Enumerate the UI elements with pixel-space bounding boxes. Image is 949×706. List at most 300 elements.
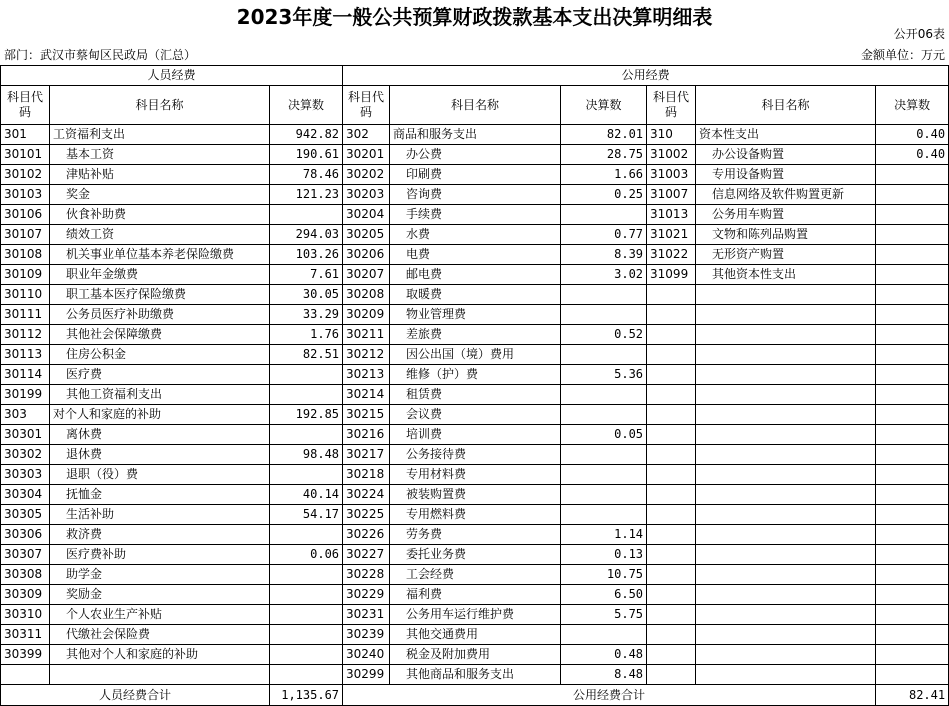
header-name: 科目名称 <box>696 86 876 125</box>
expenditure-table <box>0 65 949 706</box>
personnel-amount-cell: 0.06 <box>270 545 343 565</box>
public-name-cell: 因公出国（境）费用 <box>390 345 561 365</box>
public-code-cell: 30231 <box>343 605 390 625</box>
table-row <box>1 225 949 245</box>
section-public: 公用经费 <box>343 66 949 86</box>
personnel-code-cell: 30311 <box>1 625 50 645</box>
personnel-code-cell: 30310 <box>1 605 50 625</box>
personnel-code-cell: 30399 <box>1 645 50 665</box>
public-code-cell: 302 <box>343 125 390 145</box>
capital-name-cell: 资本性支出 <box>696 125 876 145</box>
personnel-amount-cell: 103.26 <box>270 245 343 265</box>
department-label: 部门：武汉市蔡甸区民政局（汇总） <box>4 48 197 62</box>
header-code: 科目代码 <box>343 86 390 125</box>
personnel-code-cell: 30199 <box>1 385 50 405</box>
public-code-cell: 30224 <box>343 485 390 505</box>
table-row <box>1 365 949 385</box>
personnel-name-cell: 职业年金缴费 <box>50 265 270 285</box>
personnel-amount-cell: 1.76 <box>270 325 343 345</box>
personnel-code-cell: 30112 <box>1 325 50 345</box>
public-name-cell: 被装购置费 <box>390 485 561 505</box>
capital-code-cell <box>647 625 696 645</box>
table-row <box>1 645 949 665</box>
personnel-amount-cell: 190.61 <box>270 145 343 165</box>
personnel-amount-cell: 78.46 <box>270 165 343 185</box>
capital-code-cell: 31013 <box>647 205 696 225</box>
capital-name-cell <box>696 445 876 465</box>
capital-name-cell <box>696 405 876 425</box>
personnel-amount-cell: 942.82 <box>270 125 343 145</box>
public-name-cell: 水费 <box>390 225 561 245</box>
capital-code-cell <box>647 465 696 485</box>
personnel-amount-cell <box>270 205 343 225</box>
public-code-cell: 30207 <box>343 265 390 285</box>
personnel-code-cell: 30303 <box>1 465 50 485</box>
public-code-cell: 30225 <box>343 505 390 525</box>
capital-amount-cell <box>876 245 949 265</box>
capital-name-cell <box>696 565 876 585</box>
personnel-amount-cell <box>270 585 343 605</box>
personnel-name-cell: 基本工资 <box>50 145 270 165</box>
table-row <box>1 145 949 165</box>
public-code-cell: 30212 <box>343 345 390 365</box>
capital-code-cell: 31003 <box>647 165 696 185</box>
header-amount: 决算数 <box>270 86 343 125</box>
public-code-cell: 30229 <box>343 585 390 605</box>
capital-code-cell <box>647 505 696 525</box>
header-name: 科目名称 <box>50 86 270 125</box>
capital-name-cell <box>696 625 876 645</box>
public-name-cell: 劳务费 <box>390 525 561 545</box>
table-row <box>1 485 949 505</box>
public-total-amount: 82.41 <box>876 685 949 706</box>
capital-amount-cell <box>876 305 949 325</box>
personnel-amount-cell <box>270 625 343 645</box>
public-amount-cell: 28.75 <box>561 145 647 165</box>
personnel-amount-cell <box>270 425 343 445</box>
capital-code-cell: 310 <box>647 125 696 145</box>
capital-name-cell <box>696 345 876 365</box>
header-code: 科目代码 <box>647 86 696 125</box>
personnel-code-cell: 30309 <box>1 585 50 605</box>
personnel-amount-cell: 40.14 <box>270 485 343 505</box>
personnel-code-cell <box>1 665 50 685</box>
table-row <box>1 585 949 605</box>
personnel-amount-cell: 294.03 <box>270 225 343 245</box>
personnel-amount-cell: 30.05 <box>270 285 343 305</box>
capital-amount-cell <box>876 325 949 345</box>
personnel-name-cell: 医疗费补助 <box>50 545 270 565</box>
personnel-code-cell: 30113 <box>1 345 50 365</box>
personnel-name-cell: 助学金 <box>50 565 270 585</box>
public-code-cell: 30211 <box>343 325 390 345</box>
table-row <box>1 385 949 405</box>
public-name-cell: 其他交通费用 <box>390 625 561 645</box>
capital-code-cell <box>647 425 696 445</box>
public-code-cell: 30226 <box>343 525 390 545</box>
public-total-label: 公用经费合计 <box>343 685 876 706</box>
capital-code-cell <box>647 385 696 405</box>
capital-amount-cell: 0.40 <box>876 125 949 145</box>
capital-code-cell <box>647 365 696 385</box>
personnel-name-cell: 对个人和家庭的补助 <box>50 405 270 425</box>
public-name-cell: 专用材料费 <box>390 465 561 485</box>
capital-name-cell <box>696 385 876 405</box>
public-name-cell: 委托业务费 <box>390 545 561 565</box>
unit-label: 金额单位：万元 <box>860 48 945 62</box>
public-code-cell: 30217 <box>343 445 390 465</box>
capital-code-cell: 31022 <box>647 245 696 265</box>
public-amount-cell <box>561 405 647 425</box>
personnel-name-cell: 个人农业生产补贴 <box>50 605 270 625</box>
capital-code-cell <box>647 665 696 685</box>
personnel-name-cell: 其他对个人和家庭的补助 <box>50 645 270 665</box>
personnel-name-cell: 住房公积金 <box>50 345 270 365</box>
header-name: 科目名称 <box>390 86 561 125</box>
header-code: 科目代码 <box>1 86 50 125</box>
personnel-code-cell: 30106 <box>1 205 50 225</box>
public-amount-cell: 8.39 <box>561 245 647 265</box>
public-amount-cell: 82.01 <box>561 125 647 145</box>
public-amount-cell: 0.77 <box>561 225 647 245</box>
capital-code-cell: 31021 <box>647 225 696 245</box>
personnel-amount-cell <box>270 565 343 585</box>
public-amount-cell <box>561 505 647 525</box>
personnel-code-cell: 30306 <box>1 525 50 545</box>
capital-amount-cell <box>876 465 949 485</box>
personnel-code-cell: 30102 <box>1 165 50 185</box>
personnel-amount-cell <box>270 385 343 405</box>
personnel-code-cell: 30108 <box>1 245 50 265</box>
public-amount-cell: 1.66 <box>561 165 647 185</box>
table-row <box>1 425 949 445</box>
capital-name-cell <box>696 505 876 525</box>
capital-amount-cell <box>876 425 949 445</box>
public-code-cell: 30208 <box>343 285 390 305</box>
capital-name-cell <box>696 465 876 485</box>
public-name-cell: 工会经费 <box>390 565 561 585</box>
personnel-name-cell: 救济费 <box>50 525 270 545</box>
personnel-total-amount: 1,135.67 <box>270 685 343 706</box>
public-code-cell: 30215 <box>343 405 390 425</box>
capital-code-cell <box>647 525 696 545</box>
public-name-cell: 专用燃料费 <box>390 505 561 525</box>
table-row <box>1 505 949 525</box>
personnel-amount-cell: 7.61 <box>270 265 343 285</box>
personnel-code-cell: 30101 <box>1 145 50 165</box>
table-row <box>1 125 949 145</box>
capital-amount-cell <box>876 645 949 665</box>
personnel-name-cell: 伙食补助费 <box>50 205 270 225</box>
capital-amount-cell <box>876 405 949 425</box>
capital-amount-cell <box>876 265 949 285</box>
public-name-cell: 福利费 <box>390 585 561 605</box>
public-amount-cell <box>561 385 647 405</box>
capital-amount-cell <box>876 565 949 585</box>
capital-amount-cell <box>876 505 949 525</box>
public-name-cell: 公务用车运行维护费 <box>390 605 561 625</box>
capital-name-cell <box>696 605 876 625</box>
public-code-cell: 30299 <box>343 665 390 685</box>
capital-code-cell <box>647 485 696 505</box>
public-amount-cell: 0.48 <box>561 645 647 665</box>
capital-name-cell: 信息网络及软件购置更新 <box>696 185 876 205</box>
public-name-cell: 会议费 <box>390 405 561 425</box>
capital-name-cell: 办公设备购置 <box>696 145 876 165</box>
personnel-amount-cell <box>270 365 343 385</box>
capital-code-cell <box>647 325 696 345</box>
personnel-name-cell: 抚恤金 <box>50 485 270 505</box>
capital-name-cell <box>696 285 876 305</box>
capital-code-cell <box>647 645 696 665</box>
public-code-cell: 30203 <box>343 185 390 205</box>
capital-amount-cell <box>876 285 949 305</box>
capital-amount-cell <box>876 205 949 225</box>
personnel-name-cell: 医疗费 <box>50 365 270 385</box>
capital-amount-cell <box>876 525 949 545</box>
table-row <box>1 325 949 345</box>
capital-name-cell <box>696 365 876 385</box>
public-amount-cell <box>561 285 647 305</box>
public-amount-cell: 1.14 <box>561 525 647 545</box>
personnel-name-cell: 津贴补贴 <box>50 165 270 185</box>
form-number: 公开06表 <box>893 27 945 41</box>
capital-name-cell <box>696 585 876 605</box>
public-amount-cell: 0.13 <box>561 545 647 565</box>
public-code-cell: 30239 <box>343 625 390 645</box>
capital-code-cell <box>647 585 696 605</box>
personnel-name-cell: 其他社会保障缴费 <box>50 325 270 345</box>
section-personnel: 人员经费 <box>1 66 343 86</box>
capital-name-cell: 其他资本性支出 <box>696 265 876 285</box>
table-row <box>1 525 949 545</box>
capital-code-cell <box>647 545 696 565</box>
personnel-name-cell: 退职（役）费 <box>50 465 270 485</box>
capital-name-cell <box>696 645 876 665</box>
personnel-amount-cell <box>270 645 343 665</box>
table-row <box>1 285 949 305</box>
capital-code-cell <box>647 605 696 625</box>
personnel-name-cell <box>50 665 270 685</box>
public-code-cell: 30202 <box>343 165 390 185</box>
public-amount-cell <box>561 205 647 225</box>
capital-amount-cell <box>876 165 949 185</box>
public-code-cell: 30209 <box>343 305 390 325</box>
capital-amount-cell <box>876 545 949 565</box>
personnel-name-cell: 公务员医疗补助缴费 <box>50 305 270 325</box>
personnel-code-cell: 30304 <box>1 485 50 505</box>
public-amount-cell <box>561 465 647 485</box>
table-row <box>1 605 949 625</box>
public-amount-cell: 6.50 <box>561 585 647 605</box>
capital-code-cell <box>647 285 696 305</box>
personnel-code-cell: 30107 <box>1 225 50 245</box>
table-row <box>1 165 949 185</box>
personnel-amount-cell <box>270 465 343 485</box>
public-code-cell: 30214 <box>343 385 390 405</box>
table-row <box>1 405 949 425</box>
capital-code-cell <box>647 405 696 425</box>
public-amount-cell <box>561 485 647 505</box>
personnel-code-cell: 303 <box>1 405 50 425</box>
public-code-cell: 30240 <box>343 645 390 665</box>
capital-amount-cell <box>876 345 949 365</box>
capital-name-cell: 专用设备购置 <box>696 165 876 185</box>
table-title: 2023年度一般公共预算财政拨款基本支出决算明细表 <box>236 5 713 29</box>
public-name-cell: 印刷费 <box>390 165 561 185</box>
personnel-name-cell: 绩效工资 <box>50 225 270 245</box>
personnel-name-cell: 工资福利支出 <box>50 125 270 145</box>
personnel-name-cell: 离休费 <box>50 425 270 445</box>
table-row <box>1 185 949 205</box>
personnel-amount-cell: 192.85 <box>270 405 343 425</box>
public-code-cell: 30206 <box>343 245 390 265</box>
table-row <box>1 265 949 285</box>
personnel-code-cell: 30301 <box>1 425 50 445</box>
public-name-cell: 其他商品和服务支出 <box>390 665 561 685</box>
personnel-name-cell: 退休费 <box>50 445 270 465</box>
personnel-name-cell: 奖金 <box>50 185 270 205</box>
public-code-cell: 30218 <box>343 465 390 485</box>
public-amount-cell <box>561 625 647 645</box>
personnel-code-cell: 30110 <box>1 285 50 305</box>
capital-amount-cell <box>876 625 949 645</box>
personnel-code-cell: 30302 <box>1 445 50 465</box>
capital-amount-cell <box>876 665 949 685</box>
public-amount-cell: 8.48 <box>561 665 647 685</box>
table-row <box>1 665 949 685</box>
public-amount-cell <box>561 445 647 465</box>
personnel-amount-cell: 54.17 <box>270 505 343 525</box>
public-name-cell: 商品和服务支出 <box>390 125 561 145</box>
capital-name-cell: 无形资产购置 <box>696 245 876 265</box>
personnel-code-cell: 30114 <box>1 365 50 385</box>
capital-code-cell <box>647 445 696 465</box>
public-amount-cell <box>561 345 647 365</box>
personnel-amount-cell: 98.48 <box>270 445 343 465</box>
public-name-cell: 税金及附加费用 <box>390 645 561 665</box>
public-name-cell: 咨询费 <box>390 185 561 205</box>
capital-name-cell <box>696 485 876 505</box>
personnel-amount-cell: 33.29 <box>270 305 343 325</box>
table-row <box>1 565 949 585</box>
capital-name-cell <box>696 545 876 565</box>
public-code-cell: 30201 <box>343 145 390 165</box>
capital-name-cell <box>696 305 876 325</box>
public-code-cell: 30205 <box>343 225 390 245</box>
public-code-cell: 30204 <box>343 205 390 225</box>
capital-amount-cell <box>876 585 949 605</box>
table-row <box>1 625 949 645</box>
public-code-cell: 30228 <box>343 565 390 585</box>
public-code-cell: 30227 <box>343 545 390 565</box>
personnel-amount-cell <box>270 525 343 545</box>
public-amount-cell: 5.36 <box>561 365 647 385</box>
public-amount-cell: 0.52 <box>561 325 647 345</box>
public-name-cell: 邮电费 <box>390 265 561 285</box>
public-name-cell: 差旅费 <box>390 325 561 345</box>
public-name-cell: 公务接待费 <box>390 445 561 465</box>
table-row <box>1 545 949 565</box>
capital-amount-cell <box>876 185 949 205</box>
public-amount-cell: 10.75 <box>561 565 647 585</box>
personnel-code-cell: 30103 <box>1 185 50 205</box>
public-code-cell: 30216 <box>343 425 390 445</box>
public-name-cell: 租赁费 <box>390 385 561 405</box>
personnel-amount-cell <box>270 665 343 685</box>
capital-amount-cell <box>876 365 949 385</box>
personnel-name-cell: 代缴社会保险费 <box>50 625 270 645</box>
capital-amount-cell <box>876 225 949 245</box>
public-name-cell: 手续费 <box>390 205 561 225</box>
capital-code-cell: 31007 <box>647 185 696 205</box>
public-amount-cell: 5.75 <box>561 605 647 625</box>
capital-amount-cell <box>876 445 949 465</box>
capital-name-cell <box>696 325 876 345</box>
public-amount-cell: 0.05 <box>561 425 647 445</box>
table-row <box>1 445 949 465</box>
table-row <box>1 205 949 225</box>
capital-name-cell: 文物和陈列品购置 <box>696 225 876 245</box>
public-name-cell: 办公费 <box>390 145 561 165</box>
personnel-amount-cell: 82.51 <box>270 345 343 365</box>
table-row <box>1 305 949 325</box>
personnel-code-cell: 30109 <box>1 265 50 285</box>
personnel-total-label: 人员经费合计 <box>1 685 270 706</box>
personnel-name-cell: 生活补助 <box>50 505 270 525</box>
public-name-cell: 取暖费 <box>390 285 561 305</box>
personnel-code-cell: 30308 <box>1 565 50 585</box>
personnel-name-cell: 职工基本医疗保险缴费 <box>50 285 270 305</box>
capital-amount-cell <box>876 385 949 405</box>
public-name-cell: 培训费 <box>390 425 561 445</box>
personnel-code-cell: 30307 <box>1 545 50 565</box>
public-name-cell: 物业管理费 <box>390 305 561 325</box>
capital-amount-cell <box>876 485 949 505</box>
personnel-name-cell: 奖励金 <box>50 585 270 605</box>
table-row <box>1 465 949 485</box>
personnel-name-cell: 其他工资福利支出 <box>50 385 270 405</box>
personnel-code-cell: 30111 <box>1 305 50 325</box>
capital-amount-cell: 0.40 <box>876 145 949 165</box>
public-name-cell: 维修（护）费 <box>390 365 561 385</box>
capital-code-cell <box>647 345 696 365</box>
personnel-name-cell: 机关事业单位基本养老保险缴费 <box>50 245 270 265</box>
personnel-amount-cell: 121.23 <box>270 185 343 205</box>
capital-amount-cell <box>876 605 949 625</box>
header-amount: 决算数 <box>876 86 949 125</box>
header-amount: 决算数 <box>561 86 647 125</box>
table-row <box>1 345 949 365</box>
capital-name-cell <box>696 665 876 685</box>
table-row <box>1 245 949 265</box>
capital-name-cell <box>696 425 876 445</box>
public-amount-cell: 3.02 <box>561 265 647 285</box>
capital-name-cell: 公务用车购置 <box>696 205 876 225</box>
public-code-cell: 30213 <box>343 365 390 385</box>
public-amount-cell: 0.25 <box>561 185 647 205</box>
public-name-cell: 电费 <box>390 245 561 265</box>
capital-name-cell <box>696 525 876 545</box>
personnel-code-cell: 301 <box>1 125 50 145</box>
personnel-code-cell: 30305 <box>1 505 50 525</box>
capital-code-cell <box>647 305 696 325</box>
capital-code-cell: 31099 <box>647 265 696 285</box>
capital-code-cell: 31002 <box>647 145 696 165</box>
personnel-amount-cell <box>270 605 343 625</box>
capital-code-cell <box>647 565 696 585</box>
public-amount-cell <box>561 305 647 325</box>
